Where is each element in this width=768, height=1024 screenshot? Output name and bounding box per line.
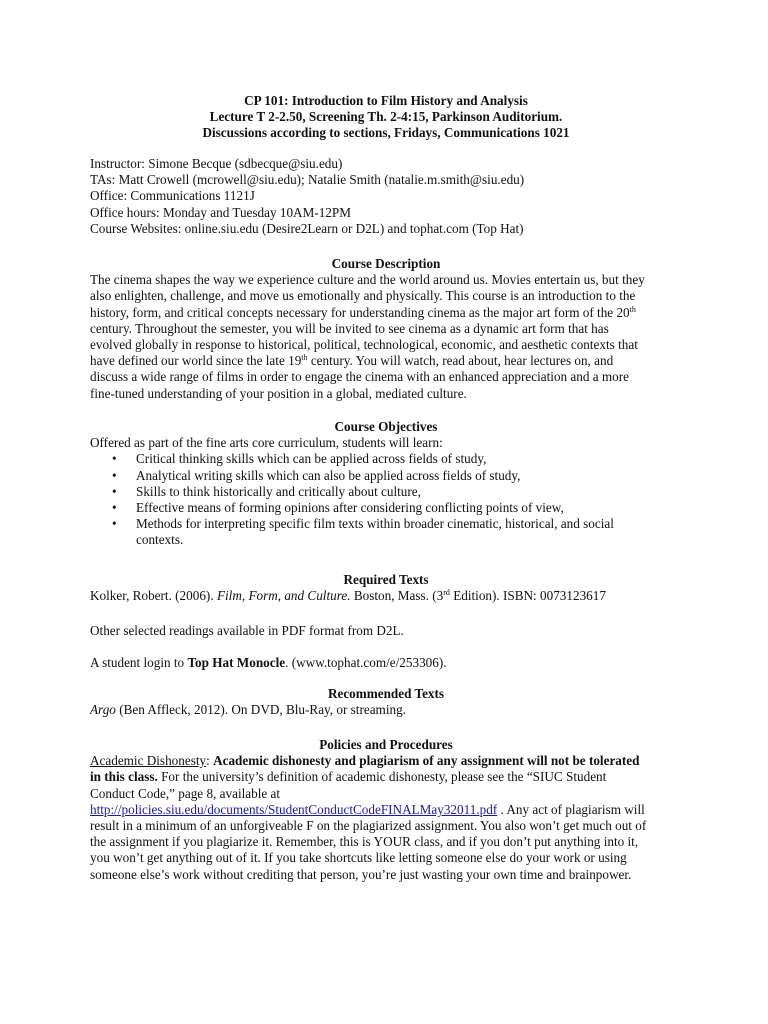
- citation-text: Edition). ISBN: 0073123617: [449, 588, 606, 604]
- recommended-texts-section: [90, 686, 682, 718]
- recommended-texts-heading: Recommended Texts: [327, 686, 445, 701]
- bullet-icon: •: [112, 451, 117, 467]
- tophat-block: [90, 655, 682, 671]
- policy-text: :: [206, 753, 214, 769]
- contact-info: [90, 156, 682, 237]
- objective-text: Skills to think historically and critically about culture,: [136, 483, 421, 499]
- superscript: th: [629, 304, 636, 314]
- discussion-schedule: Discussions according to sections, Fridays, Communications 1021: [202, 125, 570, 141]
- tophat-line: [90, 655, 682, 671]
- objective-text: Effective means of forming opinions after considering conflicting points of view,: [136, 499, 564, 515]
- bullet-icon: •: [112, 483, 117, 499]
- objective-item: [90, 451, 682, 467]
- policies-heading: Policies and Procedures: [319, 737, 453, 752]
- description-line: also enlighten, challenge, and move us emotionally and physically. This course is an introduction to the: [90, 288, 636, 304]
- tas-line: TAs: Matt Crowell (mcrowell@siu.edu); Natalie Smith (natalie.m.smith@siu.edu): [90, 172, 525, 188]
- course-objectives-section: [90, 419, 682, 549]
- policy-line: someone else’s work without crediting that person, you’re just wasting your own time and brainpower.: [90, 866, 632, 882]
- office-line: Office: Communications 1121J: [90, 188, 255, 204]
- policy-line: the assignment if you plagiarize it. Remember, this is YOUR class, and if you don’t put anything into it,: [90, 834, 639, 850]
- description-line: discuss a wide range of films in order to engage the cinema with an enhanced appreciation and a more: [90, 369, 630, 385]
- objectives-list: [90, 451, 682, 548]
- course-description-section: [90, 256, 682, 402]
- academic-dishonesty-label: Academic Dishonesty: [90, 753, 207, 769]
- other-readings-block: [90, 623, 682, 639]
- objective-item: [90, 500, 682, 516]
- description-line: evolved globally in response to historical, political, technological, economic, and aesthetic contexts that: [90, 336, 638, 352]
- lecture-schedule: Lecture T 2-2.50, Screening Th. 2-4:15, Parkinson Auditorium.: [209, 109, 563, 125]
- objective-item: [90, 468, 682, 484]
- film-title: Argo: [90, 702, 116, 718]
- argo-citation: [90, 702, 682, 718]
- course-header: [90, 93, 682, 142]
- bullet-icon: •: [112, 516, 117, 532]
- objective-item: [90, 516, 682, 548]
- citation-text: Boston, Mass. (3: [350, 588, 444, 604]
- policy-line: [90, 753, 682, 769]
- instructor-line: Instructor: Simone Becque (sdbecque@siu.edu): [90, 156, 343, 171]
- policy-line: result in a minimum of an unforgiveable F on the plagiarized assignment. You also won’t get much out of: [90, 817, 647, 833]
- objective-item: [90, 484, 682, 500]
- course-objectives-heading: Course Objectives: [334, 419, 438, 434]
- objective-text: contexts.: [136, 532, 184, 548]
- objective-text: Critical thinking skills which can be applied across fields of study,: [136, 451, 487, 467]
- tophat-text: A student login to: [90, 655, 188, 670]
- description-line: [90, 305, 682, 321]
- description-text: century. You will watch, read about, hear lectures on, and: [307, 353, 614, 369]
- description-text: have defined our world since the late 19: [90, 353, 302, 369]
- objectives-intro: Offered as part of the fine arts core curriculum, students will learn:: [90, 435, 443, 451]
- superscript: th: [301, 353, 308, 363]
- policy-line: you won’t get anything out of it. If you take shortcuts like letting someone else do your work or using: [90, 850, 627, 866]
- superscript: rd: [443, 588, 450, 598]
- policy-warning: in this class.: [90, 769, 158, 785]
- office-hours-line: Office hours: Monday and Tuesday 10AM-12PM: [90, 204, 351, 220]
- required-texts-heading: Required Texts: [343, 572, 429, 587]
- citation-text: Kolker, Robert. (2006).: [90, 588, 217, 604]
- objective-text: Analytical writing skills which can also be applied across fields of study,: [136, 467, 521, 483]
- policy-text: For the university’s definition of academic dishonesty, please see the “SIUC Student: [157, 769, 607, 785]
- course-title: CP 101: Introduction to Film History and Analysis: [244, 93, 528, 108]
- policy-line: [90, 802, 682, 818]
- bullet-icon: •: [112, 467, 117, 483]
- other-readings-line: Other selected readings available in PDF format from D2L.: [90, 623, 404, 638]
- course-websites-line: Course Websites: online.siu.edu (Desire2Learn or D2L) and tophat.com (Top Hat): [90, 220, 524, 236]
- description-text: history, form, and critical concepts necessary for understanding cinema as the major art form of the 20: [90, 304, 630, 320]
- description-line: fine-tuned understanding of your position in a global, mediated culture.: [90, 385, 467, 401]
- bullet-icon: •: [112, 499, 117, 515]
- policy-line: Conduct Code,” page 8, available at: [90, 785, 281, 801]
- book-title: Film, Form, and Culture.: [216, 588, 351, 604]
- description-line: [90, 353, 682, 369]
- description-line: The cinema shapes the way we experience culture and the world around us. Movies entertain us, but they: [90, 272, 645, 288]
- citation-text: (Ben Affleck, 2012). On DVD, Blu-Ray, or streaming.: [115, 702, 406, 718]
- conduct-code-link[interactable]: http://policies.siu.edu/documents/StudentConductCodeFINALMay32011.pdf: [90, 801, 498, 817]
- tophat-text: . (www.tophat.com/e/253306).: [285, 655, 447, 670]
- policy-warning: Academic dishonesty and plagiarism of any assignment will not be tolerated: [213, 753, 640, 769]
- description-line: century. Throughout the semester, you will be invited to see cinema as a dynamic art form that has: [90, 320, 609, 336]
- course-description-heading: Course Description: [331, 256, 441, 271]
- kolker-citation: [90, 588, 682, 604]
- objective-text: Methods for interpreting specific film texts within broader cinematic, historical, and social: [136, 516, 614, 532]
- policies-section: [90, 737, 682, 883]
- tophat-product: Top Hat Monocle: [187, 655, 286, 670]
- policy-line: [90, 769, 682, 785]
- policy-text: . Any act of plagiarism will: [497, 801, 645, 817]
- required-texts-section: [90, 572, 682, 604]
